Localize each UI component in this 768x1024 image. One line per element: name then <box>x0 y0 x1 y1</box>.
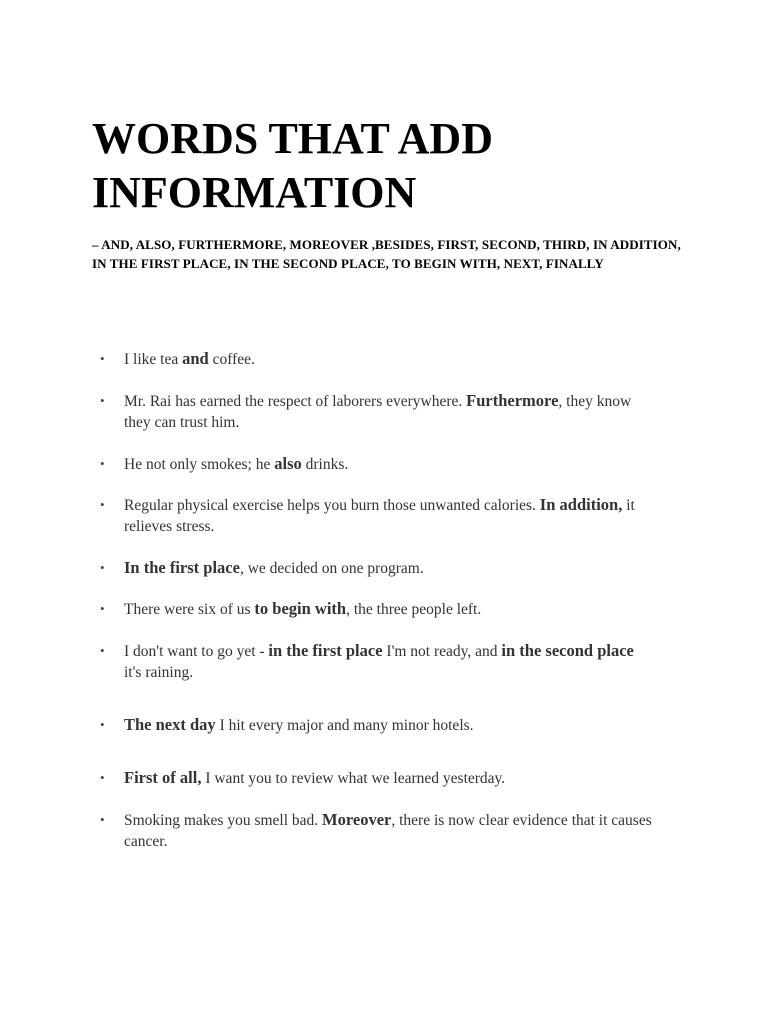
transition-word: and <box>182 349 209 368</box>
bullet-icon: • <box>100 351 105 366</box>
sentence-text: He not only smokes; he <box>124 456 275 473</box>
sentence-text: Mr. Rai has earned the respect of laborers everywhere. <box>124 393 467 410</box>
bullet-icon: • <box>100 456 105 471</box>
example-sentence <box>124 494 654 537</box>
bullet-icon: • <box>100 601 105 616</box>
transition-word: First of all, <box>124 768 202 787</box>
sentence-text: coffee. <box>208 351 255 368</box>
transition-word: to begin with <box>254 599 347 618</box>
sentence-text: I like tea <box>124 351 183 368</box>
example-sentence <box>124 453 654 475</box>
example-sentence <box>124 714 654 736</box>
transition-word: In the first place <box>124 558 240 577</box>
bullet-icon: • <box>100 643 105 658</box>
transition-word: Furthermore <box>466 391 559 410</box>
subtitle-word-list <box>92 236 692 273</box>
sentence-text: Smoking makes you smell bad. <box>124 812 323 829</box>
bullet-icon: • <box>100 770 105 785</box>
example-sentence <box>124 598 654 620</box>
transition-word: in the second place <box>501 641 634 660</box>
bullet-icon: • <box>100 812 105 827</box>
bullet-icon: • <box>100 717 105 732</box>
bullet-icon: • <box>100 393 105 408</box>
sentence-text: I hit every major and many minor hotels. <box>215 717 474 734</box>
example-sentence <box>124 767 654 789</box>
transition-word: in the first place <box>268 641 383 660</box>
subtitle-dash: – <box>92 237 99 252</box>
transition-word: In addition, <box>539 495 623 514</box>
bullet-icon: • <box>100 497 105 512</box>
transition-word: The next day <box>124 715 216 734</box>
sentence-text: I don't want to go yet - <box>124 643 269 660</box>
bullet-icon: • <box>100 560 105 575</box>
sentence-text: drinks. <box>301 456 349 473</box>
sentence-text: I'm not ready, and <box>382 643 502 660</box>
page-title: WORDS THAT ADD INFORMATION <box>92 114 493 217</box>
example-sentence <box>124 640 654 683</box>
subtitle-text: AND, ALSO, FURTHERMORE, MOREOVER ,BESIDES, FIRST, SECOND, THIRD, IN ADDITION, IN THE FIRST PLACE, IN THE SECOND PLACE, TO BEGIN WITH, NEXT, FINALLY <box>92 237 681 271</box>
example-sentence <box>124 809 654 852</box>
example-sentence <box>124 348 654 370</box>
sentence-text: it relieves stress. <box>124 497 635 535</box>
sentence-text: , they know they can trust him. <box>124 393 632 431</box>
sentence-text: it's raining. <box>124 664 194 681</box>
transition-word: Moreover <box>322 810 392 829</box>
sentence-text: There were six of us <box>124 601 255 618</box>
example-sentence <box>124 390 654 433</box>
sentence-text: , there is now clear evidence that it causes cancer. <box>124 812 652 850</box>
sentence-text: , we decided on one program. <box>239 560 424 577</box>
transition-word: also <box>274 454 302 473</box>
sentence-text: Regular physical exercise helps you burn those unwanted calories. <box>124 497 540 514</box>
sentence-text: I want you to review what we learned yesterday. <box>201 770 506 787</box>
example-sentence <box>124 557 654 579</box>
sentence-text: , the three people left. <box>346 601 482 618</box>
